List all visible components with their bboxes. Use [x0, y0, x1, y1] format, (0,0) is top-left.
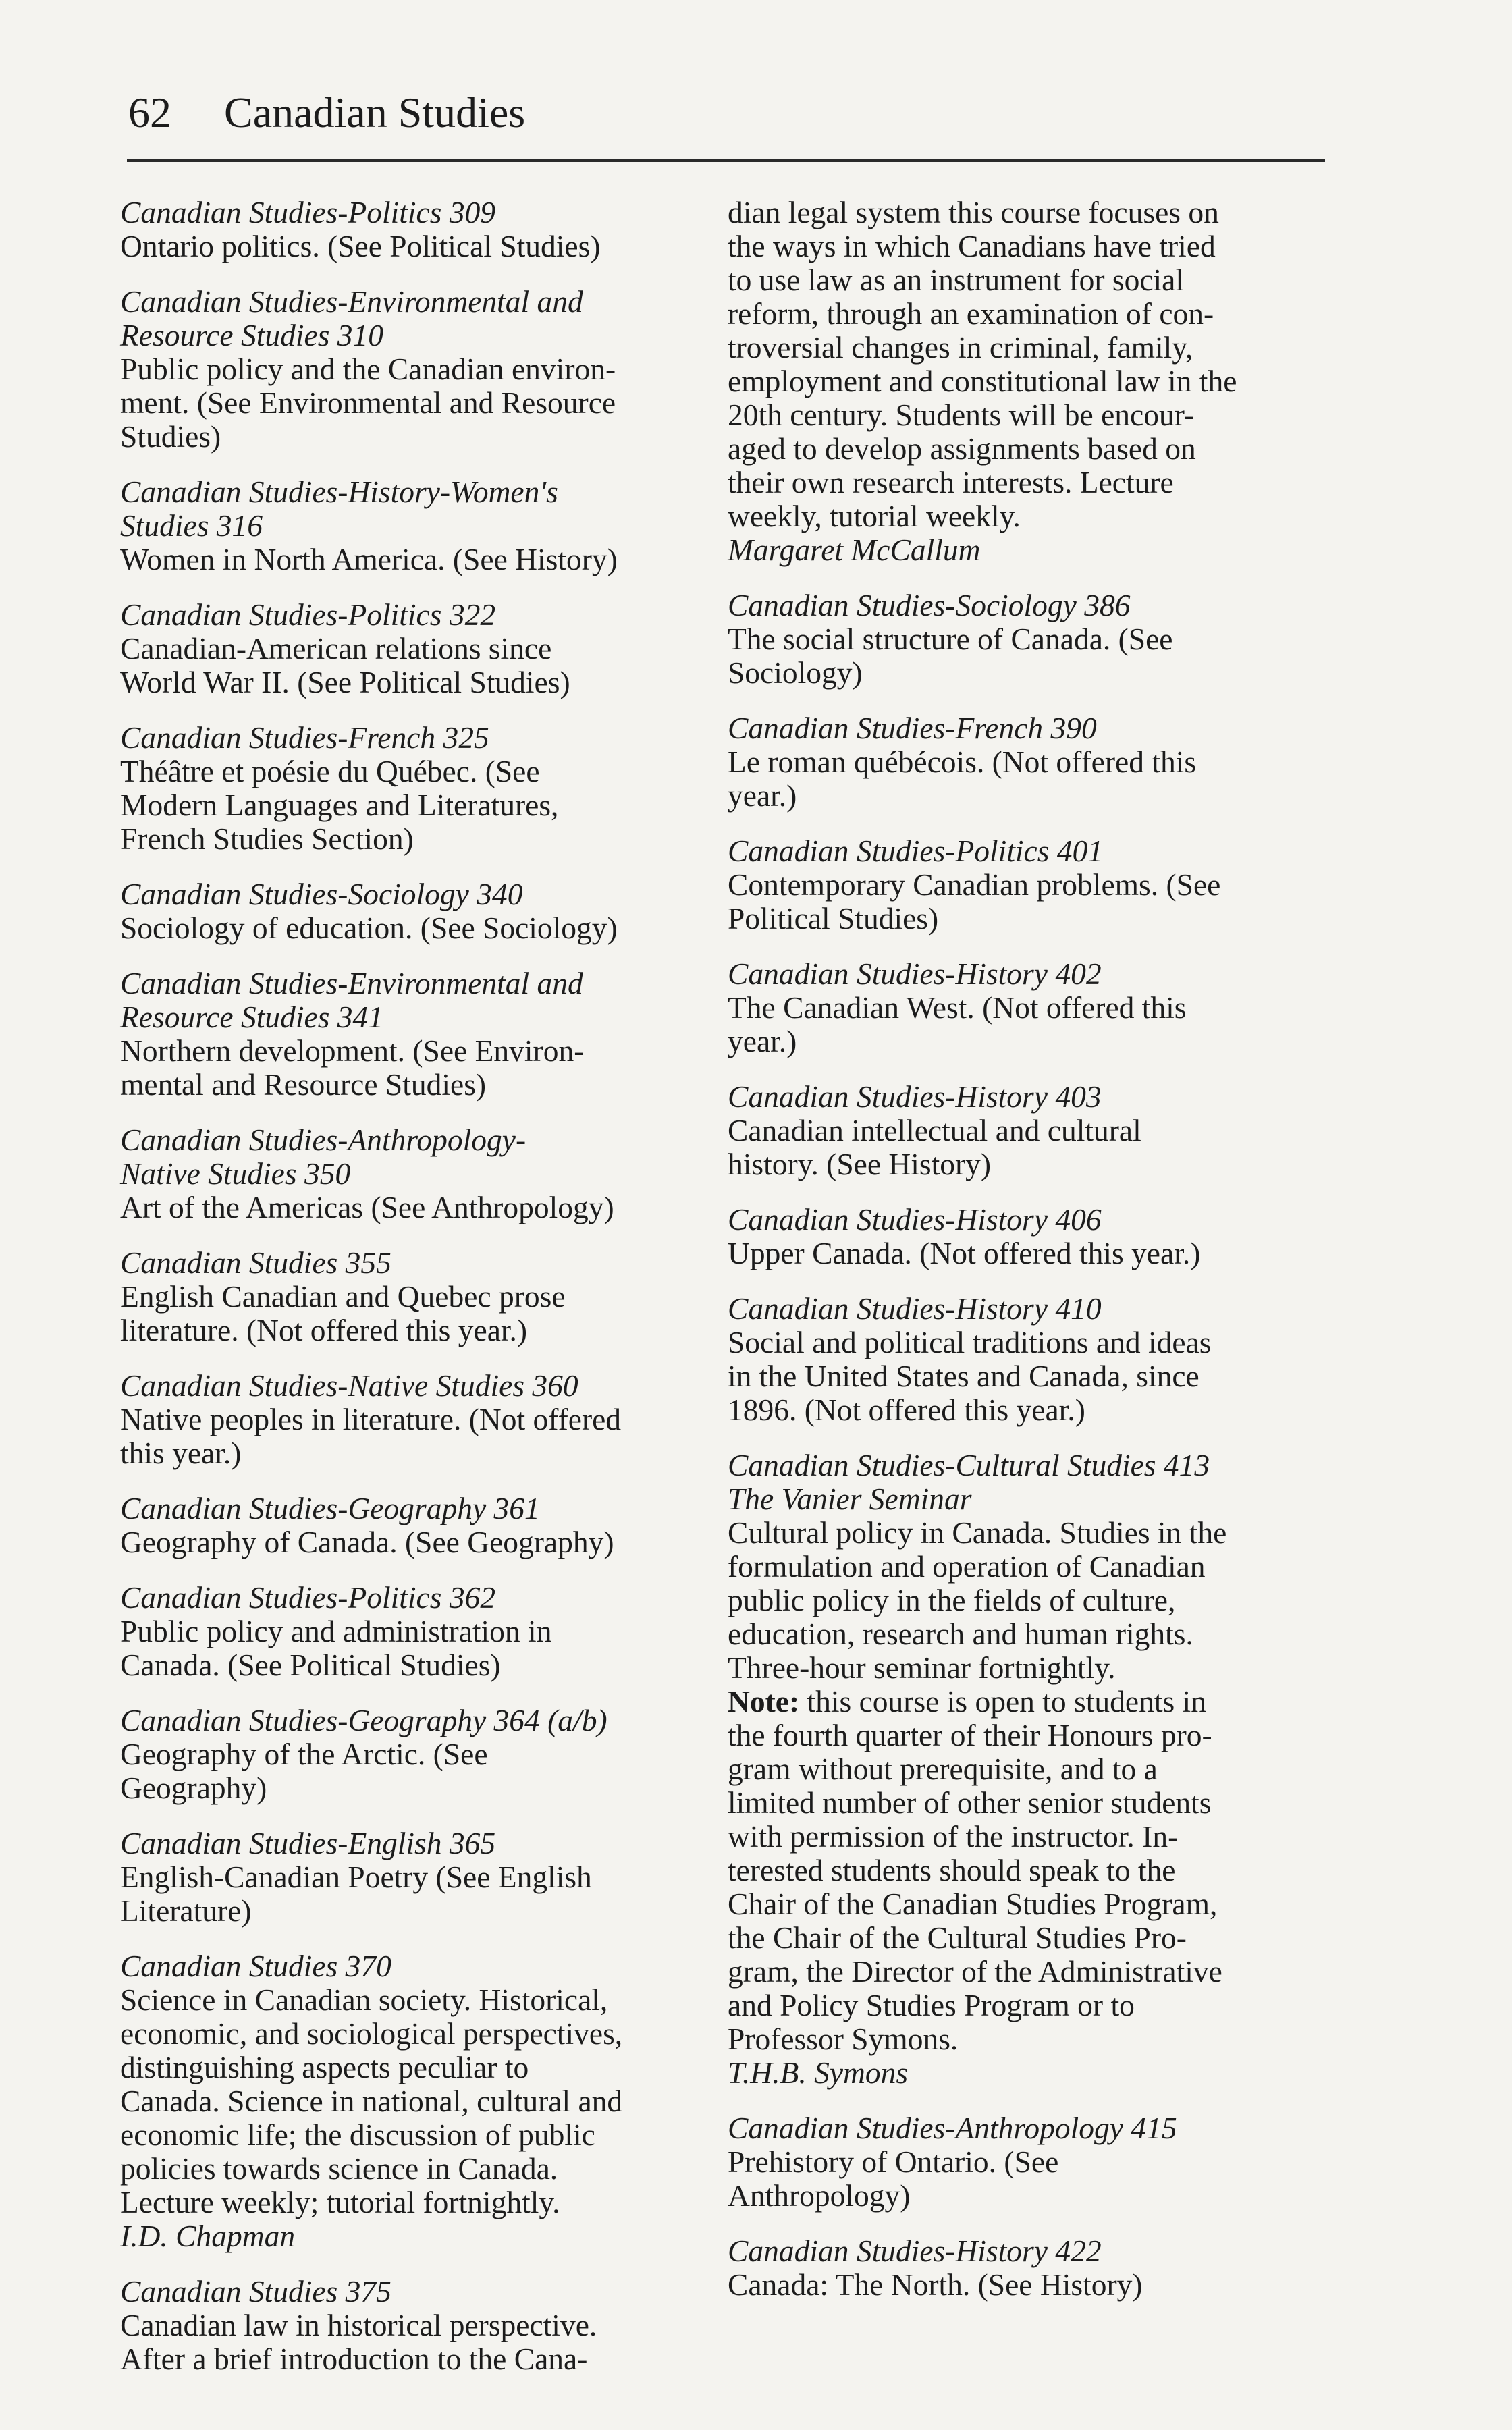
course-description: [728, 622, 1322, 690]
course-title-line: Resource Studies 341: [120, 1000, 384, 1034]
course-description-line: Modern Languages and Literatures,: [120, 788, 559, 822]
course-description-line: Art of the Americas (See Anthropology): [120, 1190, 614, 1224]
course-entry: [120, 1369, 707, 1470]
course-description-line: English-Canadian Poetry (See English: [120, 1860, 592, 1894]
course-description-line: history. (See History): [728, 1147, 992, 1181]
course-title: [728, 834, 1322, 868]
course-description-line: Women in North America. (See History): [120, 542, 618, 576]
course-description-line: English Canadian and Quebec prose: [120, 1279, 566, 1314]
course-description-line: Canadian law in historical perspective.: [120, 2308, 597, 2342]
course-title-line: Canadian Studies-History 403: [728, 1079, 1102, 1114]
course-title: [728, 1080, 1322, 1114]
course-entry: [728, 957, 1322, 1058]
course-description-line: Sociology of education. (See Sociology): [120, 911, 618, 945]
course-title-line: Canadian Studies-History-Women's: [120, 475, 558, 509]
course-description-line: Northern development. (See Environ-: [120, 1033, 585, 1068]
course-title-line: Canadian Studies-French 390: [728, 711, 1097, 745]
course-description-line: Ontario politics. (See Political Studies): [120, 229, 601, 263]
course-description: [120, 543, 707, 576]
course-description-line: public policy in the fields of culture,: [728, 1583, 1176, 1617]
course-description-line: Canada: The North. (See History): [728, 2267, 1143, 2302]
course-entry: [120, 1949, 707, 2253]
course-description-line: education, research and human rights.: [728, 1617, 1193, 1651]
course-entry: [728, 1203, 1322, 1270]
course-description: [728, 991, 1322, 1058]
course-description-line: their own research interests. Lecture: [728, 465, 1174, 500]
course-description-line: 1896. (Not offered this year.): [728, 1393, 1085, 1427]
course-instructor: T.H.B. Symons: [728, 2055, 909, 2090]
page-header: [128, 88, 1323, 138]
course-description: [728, 196, 1322, 533]
course-description: [120, 2308, 707, 2376]
course-entry: [120, 598, 707, 699]
course-title-line: Canadian Studies-Anthropology 415: [728, 2111, 1177, 2145]
course-description: [728, 745, 1322, 813]
course-description-line: mental and Resource Studies): [120, 1067, 487, 1102]
course-description-line: Prehistory of Ontario. (See: [728, 2144, 1059, 2179]
course-title: [120, 196, 707, 230]
course-entry: [120, 1581, 707, 1682]
course-entry: [120, 1123, 707, 1224]
course-title: [728, 957, 1322, 991]
course-entry: [120, 1827, 707, 1928]
course-description-line: Political Studies): [728, 901, 939, 936]
course-description-line: Anthropology): [728, 2178, 911, 2213]
course-note-line: terested students should speak to the: [728, 1853, 1176, 1887]
course-title: [120, 1492, 707, 1526]
course-title: [120, 1369, 707, 1403]
course-description-line: economic, and sociological perspectives,: [120, 2016, 623, 2051]
page-number: 62: [128, 88, 171, 136]
course-title: [120, 967, 707, 1034]
course-description-line: Geography of Canada. (See Geography): [120, 1525, 614, 1559]
course-title: [728, 711, 1322, 745]
course-description: [120, 230, 707, 263]
course-description: [728, 2268, 1322, 2302]
course-description-line: Science in Canadian society. Historical,: [120, 1982, 608, 2017]
course-title-line: Canadian Studies-History 402: [728, 956, 1102, 991]
course-title: [120, 1123, 707, 1191]
course-entry: [120, 196, 707, 263]
course-entry: [728, 2111, 1322, 2213]
course-title: [728, 1292, 1322, 1326]
course-note-line: gram without prerequisite, and to a: [728, 1752, 1158, 1786]
course-description-line: The social structure of Canada. (See: [728, 622, 1173, 656]
course-description-line: Geography of the Arctic. (See: [120, 1737, 488, 1771]
course-description: [120, 755, 707, 856]
course-note-line: gram, the Director of the Administrative: [728, 1954, 1222, 1989]
course-description: [120, 1737, 707, 1805]
course-description: [728, 1237, 1322, 1270]
course-description: [120, 1191, 707, 1224]
course-description-line: ment. (See Environmental and Resource: [120, 385, 616, 420]
course-title-line: Canadian Studies-Geography 361: [120, 1491, 540, 1526]
course-description-line: employment and constitutional law in the: [728, 364, 1237, 398]
page-title: Canadian Studies: [224, 88, 526, 136]
course-description-line: Canadian-American relations since: [120, 631, 552, 666]
course-description-line: Lecture weekly; tutorial fortnightly.: [120, 2185, 560, 2219]
course-note-line: Professor Symons.: [728, 2022, 959, 2056]
course-title: [120, 878, 707, 911]
course-entry: [120, 1492, 707, 1559]
course-note-line: the Chair of the Cultural Studies Pro-: [728, 1920, 1187, 1955]
course-entry: [120, 1246, 707, 1347]
course-description-line: Literature): [120, 1893, 252, 1928]
course-title-line: Canadian Studies-Politics 309: [120, 195, 496, 230]
course-description: [120, 1860, 707, 1928]
course-title-line: Canadian Studies 375: [120, 2274, 392, 2308]
course-description-line: Geography): [120, 1771, 267, 1805]
course-description: [120, 1034, 707, 1102]
course-description-line: reform, through an examination of con-: [728, 296, 1214, 331]
course-description: [120, 352, 707, 454]
course-entry: [728, 711, 1322, 813]
right-column: [728, 196, 1322, 2323]
course-continuation: [728, 196, 1322, 567]
course-description-line: literature. (Not offered this year.): [120, 1313, 528, 1347]
course-note-line: with permission of the instructor. In-: [728, 1819, 1179, 1854]
course-description: [728, 1516, 1322, 1685]
course-entry: [728, 589, 1322, 690]
course-description-line: Upper Canada. (Not offered this year.): [728, 1236, 1201, 1270]
course-title-line: Canadian Studies 370: [120, 1949, 392, 1983]
course-entry: [728, 834, 1322, 936]
left-column: [120, 196, 707, 2398]
course-title-line: The Vanier Seminar: [728, 1482, 972, 1516]
course-description-line: Social and political traditions and ideas: [728, 1325, 1212, 1359]
course-note-line: and Policy Studies Program or to: [728, 1988, 1135, 2022]
course-entry: [120, 285, 707, 454]
course-title-line: Canadian Studies-Sociology 340: [120, 877, 523, 911]
course-title-line: Canadian Studies-Politics 322: [120, 597, 496, 632]
course-description-line: dian legal system this course focuses on: [728, 195, 1219, 230]
course-description: [728, 868, 1322, 936]
course-description: [120, 1526, 707, 1559]
course-description-line: the ways in which Canadians have tried: [728, 229, 1216, 263]
course-description-line: Contemporary Canadian problems. (See: [728, 867, 1221, 902]
course-description-line: Canada. Science in national, cultural and: [120, 2084, 623, 2118]
course-description-line: Le roman québécois. (Not offered this: [728, 745, 1197, 779]
course-title: [120, 1704, 707, 1737]
course-title-line: Canadian Studies-French 325: [120, 720, 489, 755]
course-title: [120, 2275, 707, 2308]
course-description-line: economic life; the discussion of public: [120, 2117, 595, 2152]
course-description-line: World War II. (See Political Studies): [120, 665, 570, 699]
course-description-line: troversial changes in criminal, family,: [728, 330, 1193, 364]
course-title-line: Native Studies 350: [120, 1156, 351, 1191]
course-entry: [120, 475, 707, 576]
course-instructor: I.D. Chapman: [120, 2219, 296, 2253]
course-entry: [120, 878, 707, 945]
header-rule: [127, 159, 1325, 162]
course-description: [120, 1615, 707, 1682]
course-title: [728, 2234, 1322, 2268]
course-title: [120, 721, 707, 755]
course-description-line: in the United States and Canada, since: [728, 1359, 1199, 1393]
course-description-line: year.): [728, 1024, 797, 1058]
course-title: [120, 1581, 707, 1615]
note-label: Note:: [728, 1684, 800, 1719]
course-title-line: Canadian Studies-Anthropology-: [120, 1123, 526, 1157]
course-description-line: Cultural policy in Canada. Studies in the: [728, 1515, 1227, 1550]
course-description-line: policies towards science in Canada.: [120, 2151, 558, 2186]
course-entry: [728, 2234, 1322, 2302]
course-description-line: The Canadian West. (Not offered this: [728, 990, 1187, 1025]
course-description-line: weekly, tutorial weekly.: [728, 499, 1021, 533]
course-title-line: Canadian Studies-Politics 362: [120, 1580, 496, 1615]
course-description-line: 20th century. Students will be encour-: [728, 398, 1195, 432]
course-entry: [728, 1080, 1322, 1181]
course-title: [728, 1203, 1322, 1237]
course-title-line: Canadian Studies-History 410: [728, 1291, 1102, 1326]
course-title: [120, 1949, 707, 1983]
course-title: [728, 2111, 1322, 2145]
course-description-line: Sociology): [728, 655, 863, 690]
course-title-line: Canadian Studies-Native Studies 360: [120, 1368, 578, 1403]
course-note-line: limited number of other senior students: [728, 1785, 1212, 1820]
course-entry: [120, 967, 707, 1102]
course-title: [120, 598, 707, 632]
course-note-line: this course is open to students in: [799, 1684, 1206, 1719]
course-description-line: Canada. (See Political Studies): [120, 1648, 501, 1682]
course-title-line: Canadian Studies-Environmental and: [120, 284, 583, 319]
course-description-line: to use law as an instrument for social: [728, 263, 1185, 297]
course-description-line: distinguishing aspects peculiar to: [120, 2050, 529, 2084]
course-description-line: French Studies Section): [120, 821, 414, 856]
course-note-line: Chair of the Canadian Studies Program,: [728, 1887, 1218, 1921]
course-entry: [728, 1292, 1322, 1427]
course-description: [728, 1114, 1322, 1181]
course-note-line: the fourth quarter of their Honours pro-: [728, 1718, 1212, 1752]
course-title-line: Canadian Studies 355: [120, 1245, 392, 1280]
course-entry: [120, 2275, 707, 2376]
course-description: [120, 632, 707, 699]
course-description-line: After a brief introduction to the Cana-: [120, 2342, 588, 2376]
course-title-line: Canadian Studies-English 365: [120, 1826, 496, 1860]
course-title: [728, 589, 1322, 622]
course-title-line: Canadian Studies-History 422: [728, 2234, 1102, 2268]
course-title-line: Canadian Studies-History 406: [728, 1202, 1102, 1237]
course-description-line: year.): [728, 778, 797, 813]
course-description-line: this year.): [120, 1436, 242, 1470]
course-title-line: Canadian Studies-Politics 401: [728, 834, 1104, 868]
course-description-line: formulation and operation of Canadian: [728, 1549, 1206, 1584]
course-title: [120, 1246, 707, 1280]
course-description: [120, 911, 707, 945]
course-title-line: Canadian Studies-Sociology 386: [728, 588, 1131, 622]
course-description-line: Théâtre et poésie du Québec. (See: [120, 754, 540, 788]
course-entry: [728, 1449, 1322, 2090]
course-note: [728, 1685, 1322, 2056]
course-description: [728, 2145, 1322, 2213]
course-description-line: Canadian intellectual and cultural: [728, 1113, 1141, 1148]
course-description: [120, 1403, 707, 1470]
course-description-line: Native peoples in literature. (Not offered: [120, 1402, 622, 1436]
course-title-line: Studies 316: [120, 508, 263, 543]
course-entry: [120, 721, 707, 856]
course-title: [120, 1827, 707, 1860]
course-instructor: Margaret McCallum: [728, 533, 981, 567]
course-description: [120, 1983, 707, 2219]
course-entry: [120, 1704, 707, 1805]
course-description: [120, 1280, 707, 1347]
course-description-line: Three-hour seminar fortnightly.: [728, 1650, 1116, 1685]
course-title-line: Canadian Studies-Environmental and: [120, 966, 583, 1000]
course-description-line: Public policy and the Canadian environ-: [120, 352, 616, 386]
course-description-line: Studies): [120, 419, 221, 454]
course-title: [120, 285, 707, 352]
course-title-line: Canadian Studies-Geography 364 (a/b): [120, 1703, 608, 1737]
course-title: [728, 1449, 1322, 1516]
course-description-line: Public policy and administration in: [120, 1614, 552, 1648]
course-description: [728, 1326, 1322, 1427]
course-title-line: Resource Studies 310: [120, 318, 384, 352]
course-title-line: Canadian Studies-Cultural Studies 413: [728, 1448, 1210, 1482]
course-title: [120, 475, 707, 543]
course-description-line: aged to develop assignments based on: [728, 431, 1196, 466]
